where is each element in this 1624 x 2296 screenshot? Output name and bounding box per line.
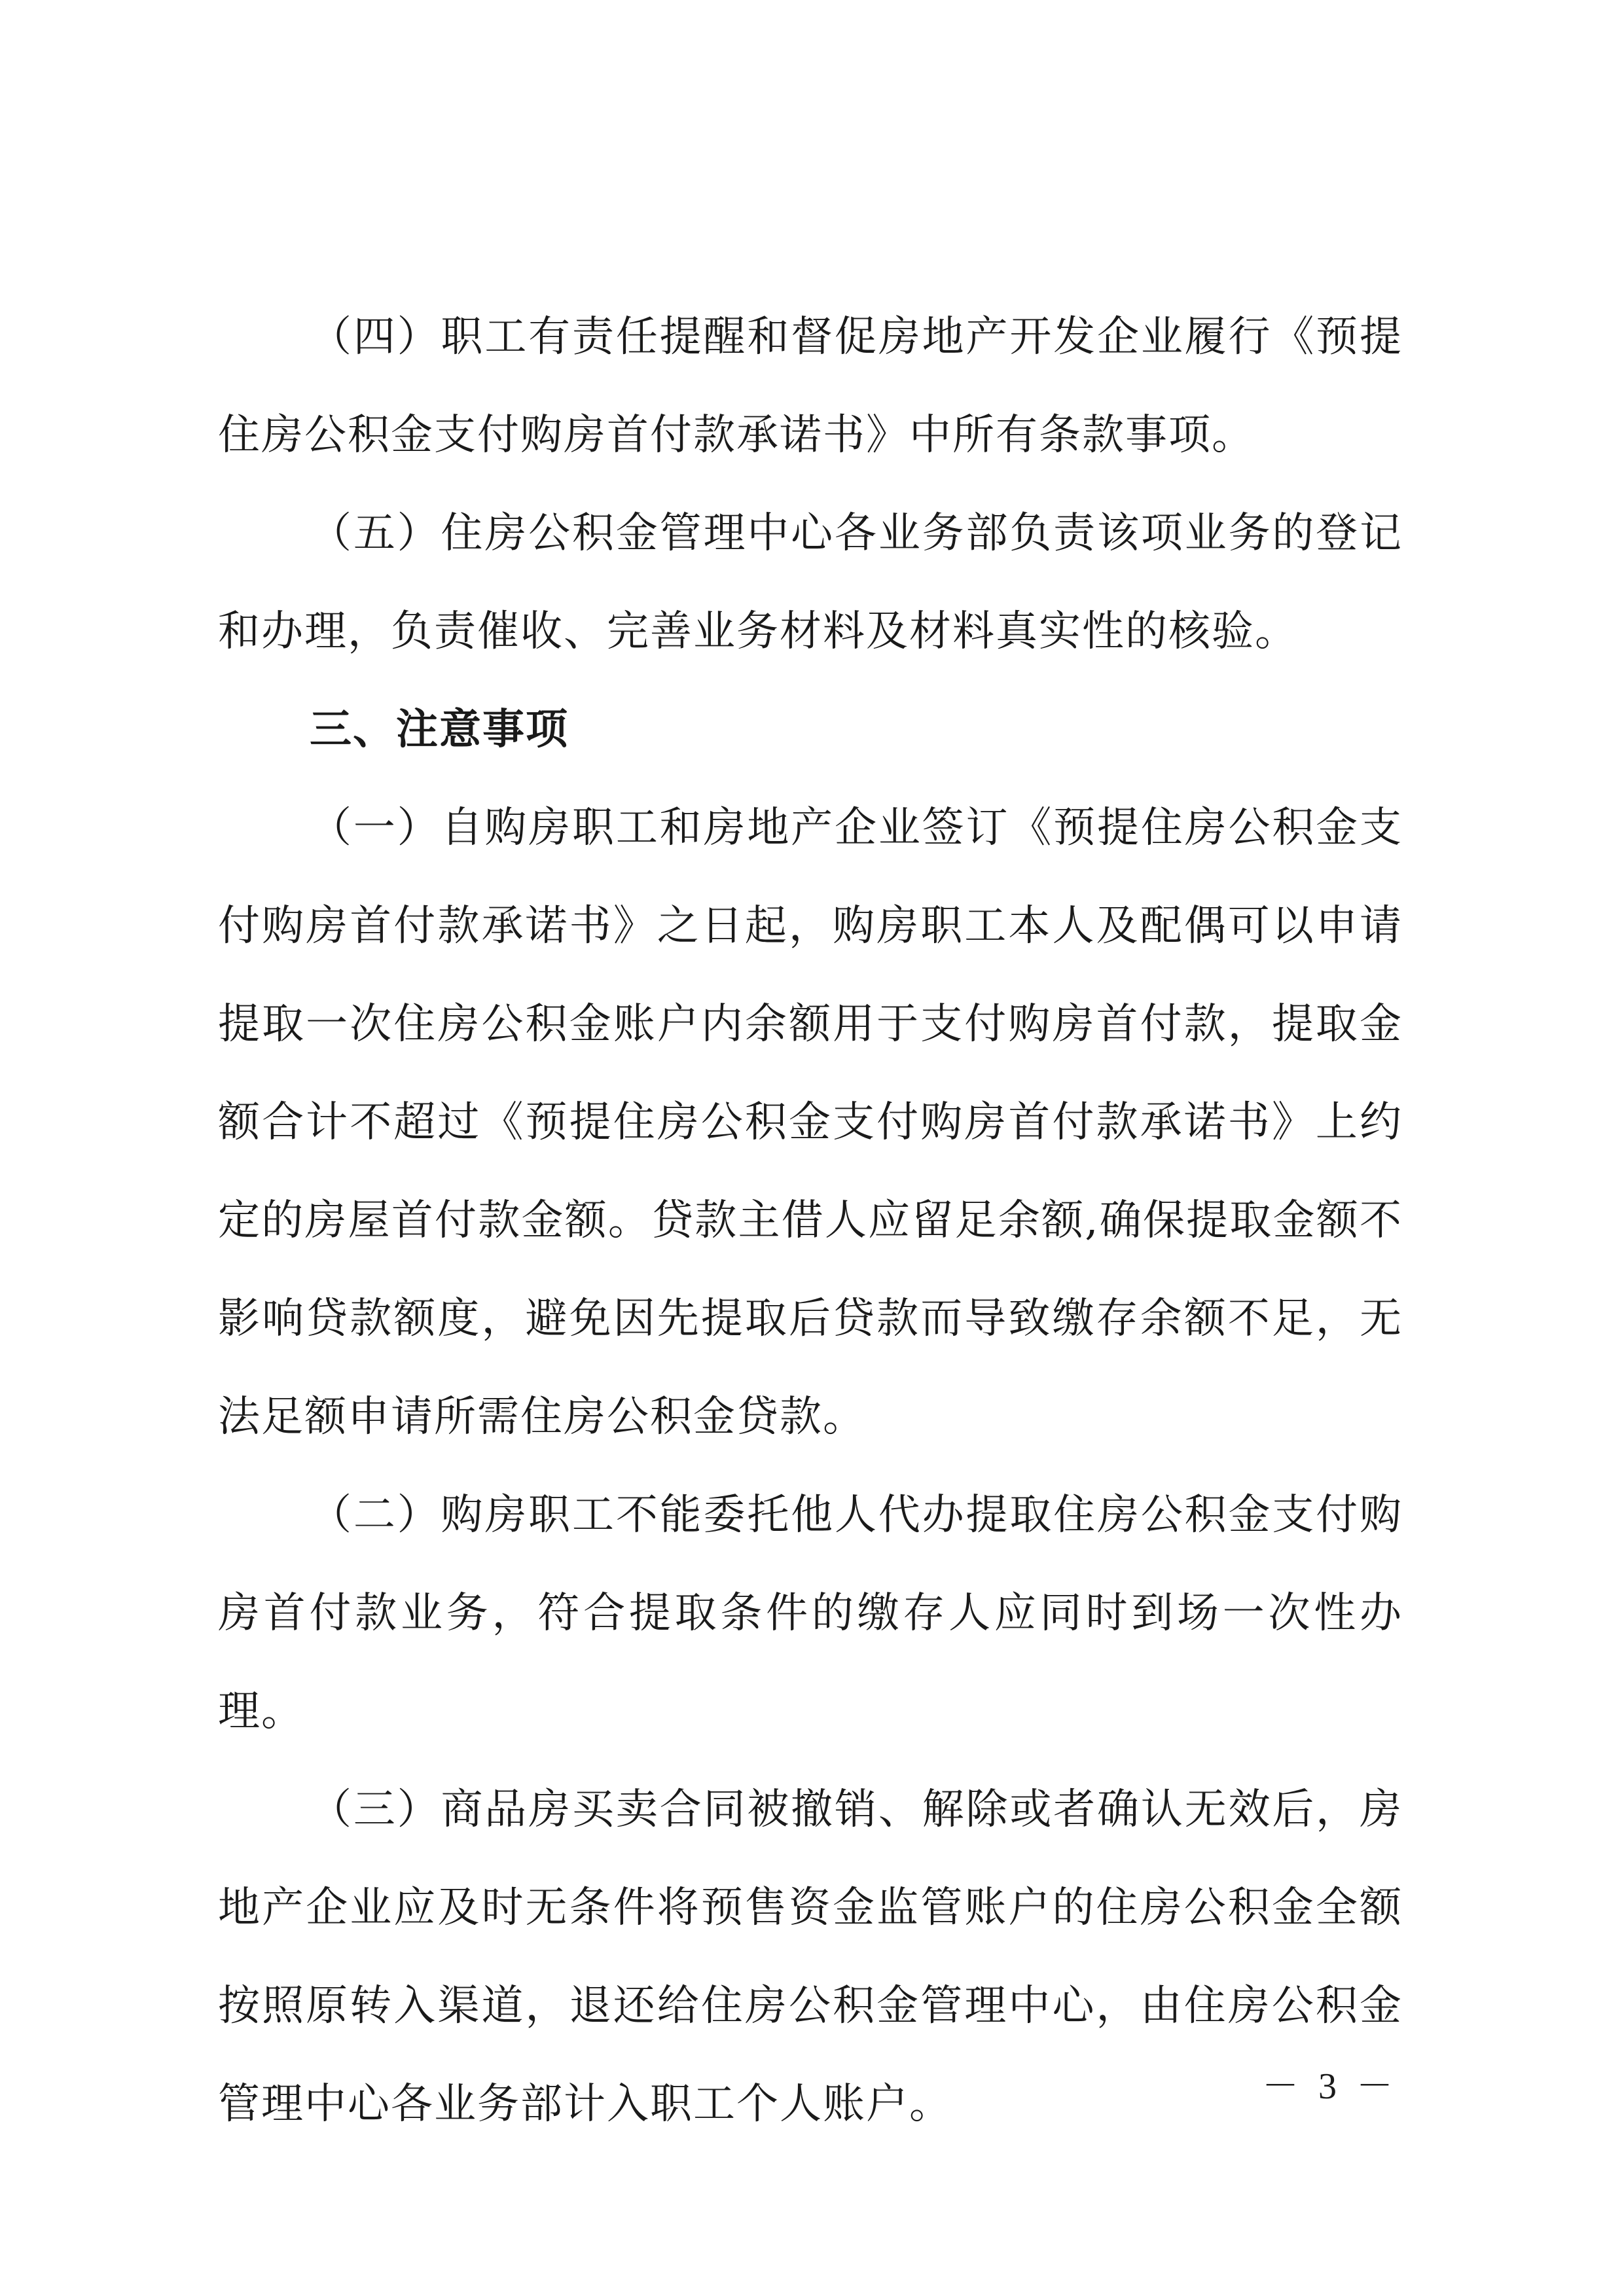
document-body [218, 288, 1403, 2153]
paragraph-note-1: （一）自购房职工和房地产企业签订《预提住房公积金支付购房首付款承诺书》之日起，购房职工本人及配偶可以申请提取一次住房公积金账户内余额用于支付购房首付款，提取金额合计不超过《预提住房公积金支付购房首付款承诺书》上约定的房屋首付款金额。贷款主借人应留足余额,确保提取金额不影响贷款额度，避免因先提取后贷款而导致缴存余额不足，无法足额申请所需住房公积金贷款。 [218, 804, 1403, 1441]
paragraph-item-4: （四）职工有责任提醒和督促房地产开发企业履行《预提住房公积金支付购房首付款承诺书》中所有条款事项。 [218, 313, 1403, 459]
page-number: － 3 － [1262, 2066, 1398, 2107]
section-heading-notes: 三、注意事项 [310, 706, 569, 754]
paragraph-item-5: （五）住房公积金管理中心各业务部负责该项业务的登记和办理，负责催收、完善业务材料及材料真实性的核验。 [218, 509, 1403, 656]
paragraph-note-2: （二）购房职工不能委托他人代办提取住房公积金支付购房首付款业务，符合提取条件的缴存人应同时到场一次性办理。 [218, 1491, 1403, 1736]
paragraph-note-3: （三）商品房买卖合同被撤销、解除或者确认无效后，房地产企业应及时无条件将预售资金监管账户的住房公积金全额按照原转入渠道，退还给住房公积金管理中心，由住房公积金管理中心各业务部计入职工个人账户。 [218, 1785, 1403, 2128]
